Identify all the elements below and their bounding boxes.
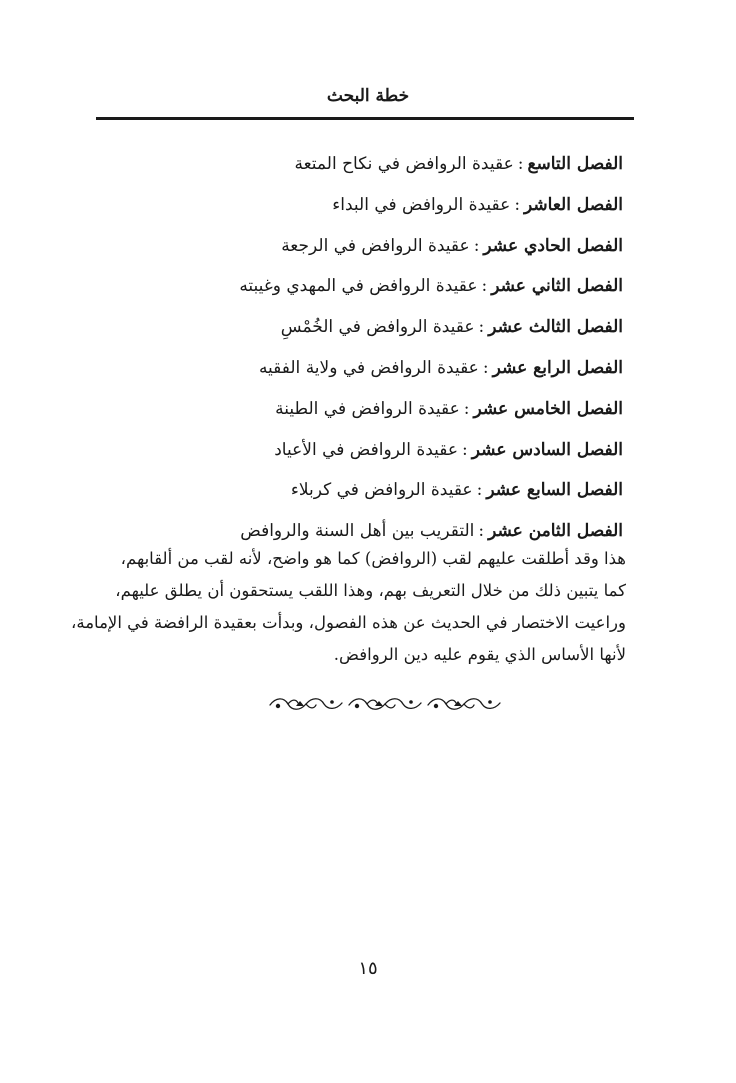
chapter-item — [203, 266, 623, 307]
chapter-separator: : — [473, 235, 480, 256]
chapter-separator: : — [482, 357, 489, 378]
running-header-title: خطة البحث — [326, 86, 410, 106]
paragraph-line: لأنها الأساس الذي يقوم عليه دين الروافض. — [333, 645, 626, 664]
chapter-title: عقيدة الروافض في الطينة — [275, 398, 460, 419]
ornament-unit — [428, 699, 500, 710]
ornament-unit — [349, 699, 421, 710]
chapter-label: الفصل السابع عشر — [486, 480, 623, 501]
chapter-item — [203, 185, 623, 226]
chapter-separator: : — [476, 480, 483, 501]
chapter-item — [203, 348, 623, 389]
chapter-item — [203, 389, 623, 430]
chapter-title: عقيدة الروافض في ولاية الفقيه — [258, 357, 479, 378]
chapter-item — [203, 307, 623, 348]
chapter-list — [203, 144, 623, 552]
body-paragraph — [71, 543, 626, 671]
chapter-item — [203, 226, 623, 267]
chapter-title: التقريب بين أهل السنة والروافض — [240, 521, 475, 542]
paragraph-line: وراعيت الاختصار في الحديث عن هذه الفصول، وبدأت بعقيدة الرافضة في الإمامة، — [71, 613, 626, 632]
chapter-label: الفصل الخامس عشر — [473, 398, 623, 419]
chapter-title: عقيدة الروافض في البداء — [332, 194, 511, 215]
chapter-item — [203, 470, 623, 511]
chapter-separator: : — [478, 317, 485, 338]
chapter-title: عقيدة الروافض في الخُمْسِ — [280, 317, 475, 338]
chapter-title: عقيدة الروافض في نكاح المتعة — [294, 154, 514, 174]
chapter-label: الفصل الرابع عشر — [492, 357, 623, 378]
chapter-label: الفصل الثاني عشر — [491, 276, 623, 297]
chapter-item — [203, 144, 623, 185]
chapter-title: عقيدة الروافض في الأعياد — [274, 439, 459, 460]
chapter-separator: : — [478, 521, 485, 542]
chapter-label: الفصل العاشر — [524, 194, 623, 215]
chapter-label: الفصل التاسع — [527, 154, 623, 174]
page-number: ١٥ — [358, 958, 378, 979]
chapter-separator: : — [514, 194, 521, 215]
chapter-label: الفصل السادس عشر — [471, 439, 623, 460]
chapter-separator: : — [463, 398, 470, 419]
chapter-separator: : — [517, 154, 524, 174]
chapter-separator: : — [481, 276, 488, 297]
chapter-label: الفصل الثامن عشر — [488, 521, 623, 542]
chapter-title: عقيدة الروافض في كربلاء — [290, 480, 473, 501]
chapter-title: عقيدة الروافض في المهدي وغيبته — [239, 276, 478, 297]
chapter-title: عقيدة الروافض في الرجعة — [281, 235, 470, 256]
header-rule — [96, 117, 634, 120]
chapter-label: الفصل الحادي عشر — [483, 235, 623, 256]
floral-divider-icon — [266, 693, 502, 715]
chapter-item — [203, 430, 623, 471]
paragraph-line: كما يتبين ذلك من خلال التعريف بهم، وهذا اللقب يستحقون أن يطلق عليهم، — [115, 581, 626, 600]
chapter-separator: : — [462, 439, 468, 460]
ornament-unit — [270, 699, 342, 710]
paragraph-line: هذا وقد أطلقت عليهم لقب (الروافض) كما هو واضح، لأنه لقب من ألقابهم، — [120, 549, 626, 568]
chapter-label: الفصل الثالث عشر — [488, 317, 623, 338]
